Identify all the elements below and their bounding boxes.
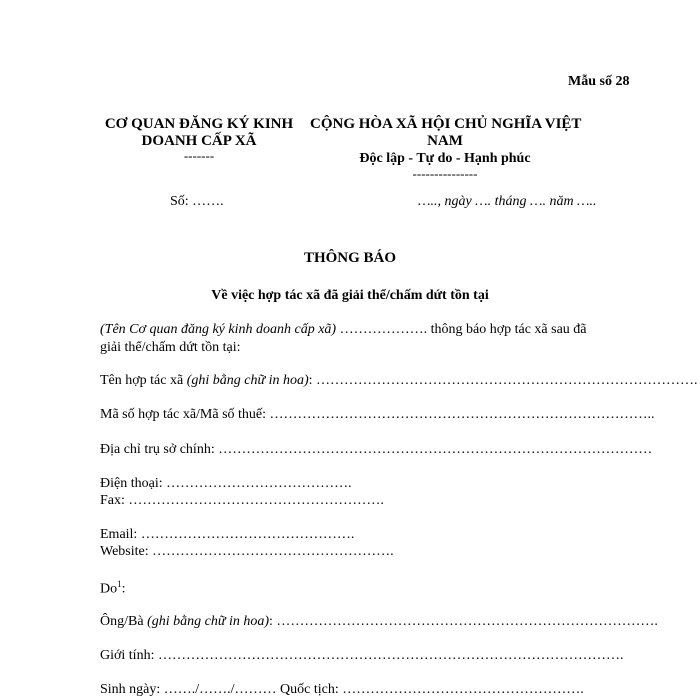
agency-rule: ------- bbox=[183, 148, 215, 163]
field-hint: (ghi bằng chữ in hoa) bbox=[147, 614, 270, 629]
country-name-line1: CỘNG HÒA XÃ HỘI CHỦ NGHĨA VIỆT bbox=[310, 116, 582, 132]
intro-paragraph-line1 bbox=[100, 322, 587, 338]
field-fax: Fax: ………………………………………………. bbox=[100, 493, 384, 508]
motto-rule: --------------- bbox=[412, 166, 478, 181]
field-tax-code: Mã số hợp tác xã/Mã số thuế: ……………………………………………………………………….. bbox=[100, 407, 655, 422]
field-email: Email: ………………………………………. bbox=[100, 527, 355, 542]
field-head-office-address: Địa chỉ trụ sở chính: ………………………………………………………………………………… bbox=[100, 442, 653, 457]
field-hint: (ghi bằng chữ in hoa) bbox=[186, 373, 309, 388]
document-title: THÔNG BÁO bbox=[303, 250, 397, 266]
footnote-marker: 1 bbox=[117, 579, 122, 589]
field-phone: Điện thoại: …………………………………. bbox=[100, 476, 352, 491]
intro-dots: ……………… bbox=[336, 322, 424, 337]
field-cooperative-name bbox=[100, 373, 698, 389]
field-website: Website: ……………………………………………. bbox=[100, 544, 394, 559]
agency-name-line2: DOANH CẤP XÃ bbox=[141, 133, 257, 149]
field-reason bbox=[100, 579, 126, 598]
field-reason-colon: : bbox=[121, 581, 126, 597]
country-name-line2: NAM bbox=[427, 133, 463, 149]
form-number: Mẫu số 28 bbox=[568, 74, 630, 89]
intro-paragraph-line2: giải thể/chấm dứt tồn tại: bbox=[100, 340, 241, 355]
field-birth-nationality: Sinh ngày: ……./……./……… Quốc tịch: ……………………………………………. bbox=[100, 682, 584, 697]
field-label: Ông/Bà bbox=[100, 614, 148, 629]
field-reason-label: Do bbox=[100, 581, 118, 597]
intro-rest: . thông báo hợp tác xã sau đã bbox=[423, 322, 587, 337]
place-date-line: ….., ngày …. tháng …. năm ….. bbox=[418, 194, 597, 209]
field-dots: : ………………………………………………………………………. bbox=[269, 614, 658, 629]
field-person-name bbox=[100, 614, 658, 630]
field-label: Tên hợp tác xã bbox=[100, 373, 187, 388]
document-number: Số: ……. bbox=[170, 194, 224, 209]
field-dots: : ………………………………………………………………………. bbox=[308, 373, 698, 388]
intro-agency-placeholder: (Tên Cơ quan đăng ký kinh doanh cấp xã) bbox=[100, 322, 337, 337]
national-motto: Độc lập - Tự do - Hạnh phúc bbox=[359, 151, 531, 166]
document-subtitle: Về việc hợp tác xã đã giải thể/chấm dứt tồn tại bbox=[211, 288, 489, 303]
field-gender: Giới tính: ………………………………………………………………………………………. bbox=[100, 648, 624, 663]
agency-name-line1: CƠ QUAN ĐĂNG KÝ KINH bbox=[104, 116, 294, 132]
